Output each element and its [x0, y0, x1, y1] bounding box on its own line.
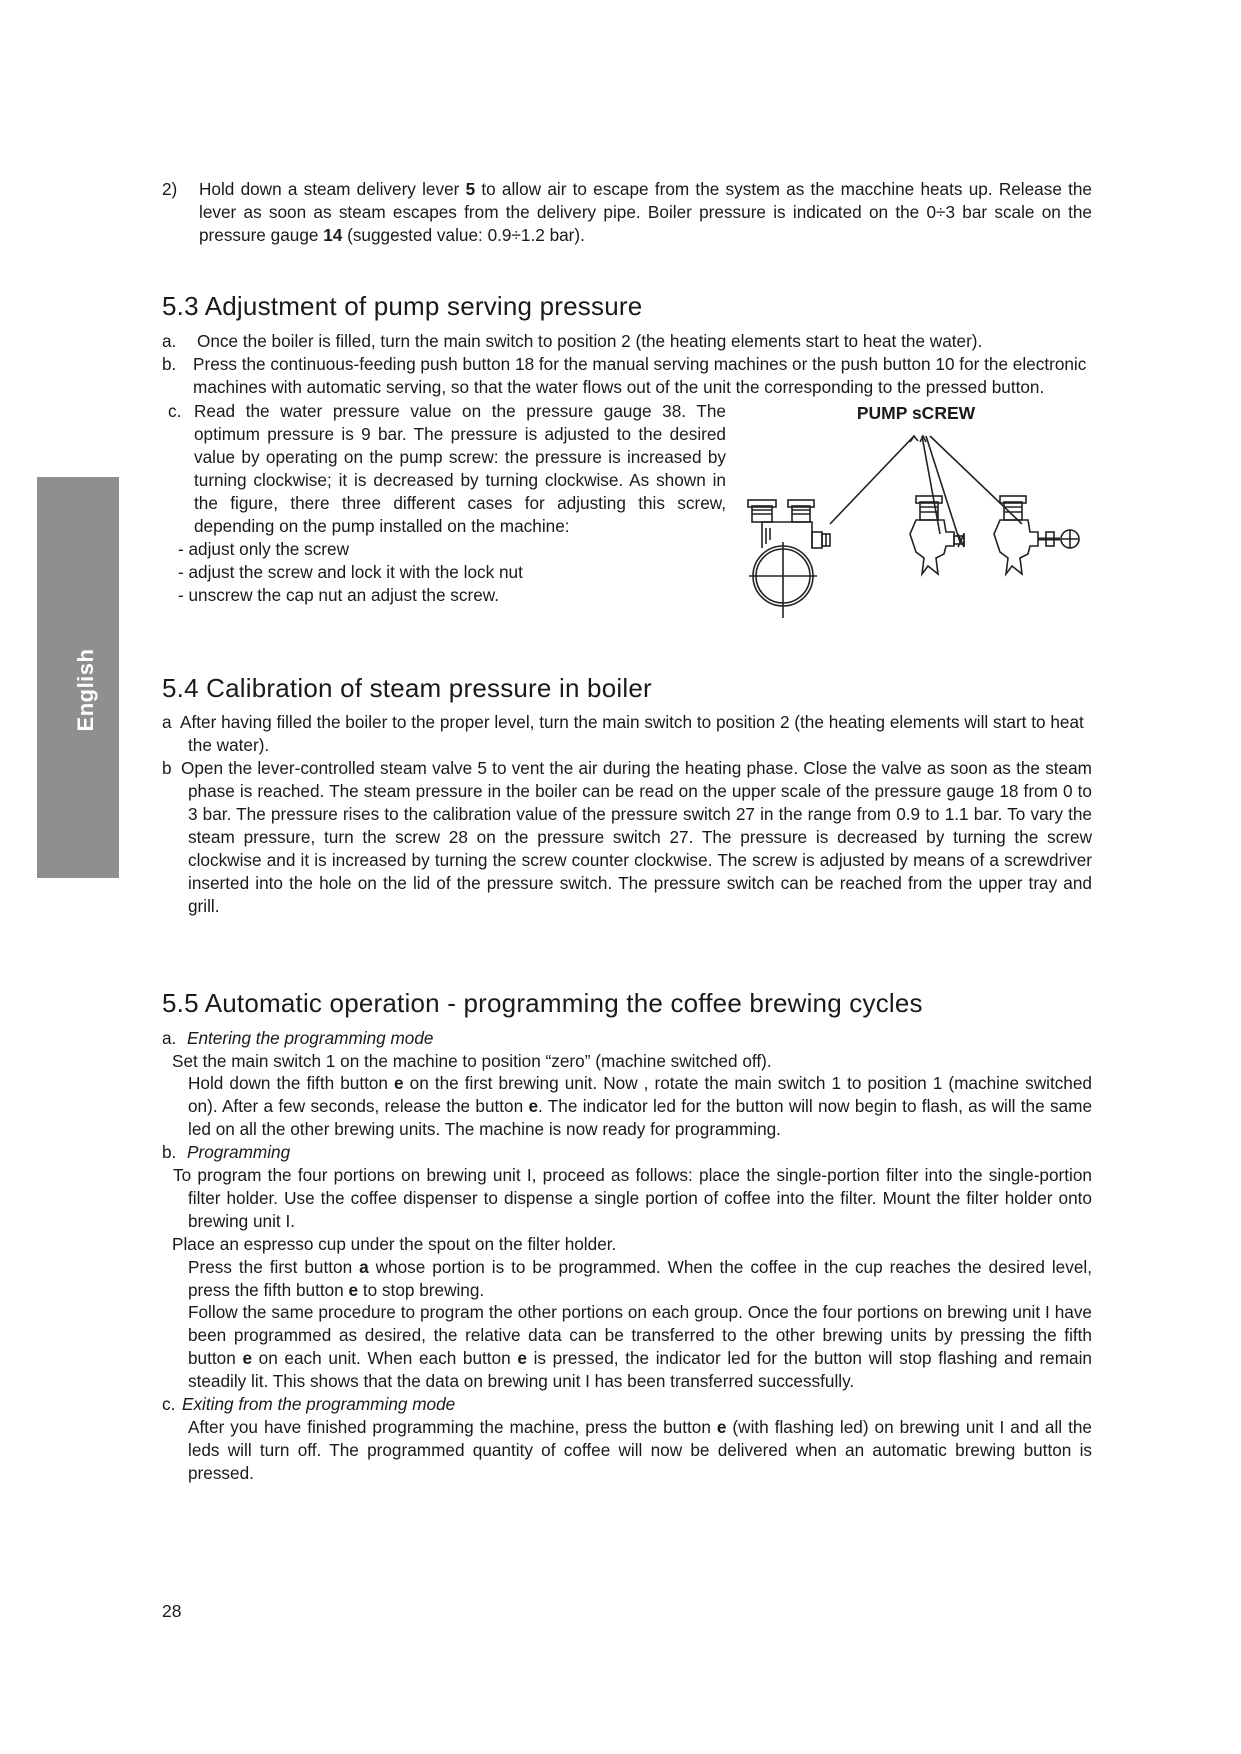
step-2-text-a: Hold down a steam delivery lever: [199, 179, 466, 199]
pump-2-icon: [910, 496, 964, 574]
pump-screw-figure: [740, 402, 1092, 622]
language-tab-label: English: [73, 648, 98, 732]
s53-item-b-text-span: Press the continuous-feeding push button 18 for the manual serving machines or the push button 10 for the electronic machines with automatic serving, so that the water flows out of the unit the corresponding to the pressed button.: [193, 353, 1087, 397]
s55-item-c-label: c.: [162, 1394, 176, 1415]
section-5-5-body: [162, 1027, 1092, 1485]
step-2-text-b: to allow air to escape from the system as the macchine heats up. Release the lever as soon as steam escapes from the delivery pipe. Boiler pressure is indicated on the 0÷3 bar scale on the pressure gauge: [199, 179, 1092, 245]
s55-item-c: [162, 1393, 1092, 1416]
s55-b-p3-2: whose portion is to be programmed. When the coffee in the cup reaches the desired level, press the fifth button: [188, 1256, 1092, 1300]
s53-item-c-label: c.: [168, 401, 182, 422]
step-2-label: 2): [162, 179, 178, 199]
s55-b-paragraph-3: [162, 1256, 1092, 1302]
step-2-text: [162, 178, 1092, 247]
button-e-ref: e: [348, 1279, 359, 1300]
s55-c-p1-1: After you have finished programming the machine, press the button: [188, 1417, 717, 1437]
s53-item-c-row: [162, 400, 1092, 626]
button-e-ref: e: [528, 1096, 539, 1117]
s55-a-p2-3: . The indicator led for the button will now begin to flash, as will the same led on all the other brewing units. The machine is now ready for programming.: [188, 1096, 1092, 1140]
s53-item-a: [162, 330, 1092, 353]
s55-b-p4-1: Follow the same procedure to program the other portions on each group. Once the four portions on brewing unit I have been programmed as desired, the relative data can be transferred to the other brewing units by pressing the fifth button: [188, 1302, 1092, 1369]
s55-item-a: [162, 1027, 1092, 1050]
s53-item-c-block: [168, 400, 726, 537]
lever-number: 5: [465, 179, 476, 199]
gauge-number: 14: [323, 224, 343, 245]
case-2-text: - adjust the screw and lock it with the lock nut: [178, 561, 523, 582]
s55-item-a-title: Entering the programming mode: [187, 1027, 434, 1048]
pump-screw-diagram: [740, 424, 1092, 624]
s54-item-a-label: a: [162, 712, 172, 733]
s55-item-c-title: Exiting from the programming mode: [182, 1394, 456, 1415]
s55-item-b: [162, 1141, 1092, 1164]
s55-c-p1-2: (with flashing led) on brewing unit I and all the leds will turn off. The programmed quantity of coffee will now be delivered when an automatic brewing button is pressed.: [188, 1417, 1092, 1483]
s55-a-p2-1: Hold down the fifth button: [188, 1073, 395, 1094]
s55-a-paragraph-2: [162, 1072, 1092, 1141]
s53-item-b: [162, 353, 1092, 399]
section-5-4-heading: 5.4 Calibration of steam pressure in boiler: [162, 673, 652, 704]
case-3-text: - unscrew the cap nut an adjust the screw.: [178, 584, 500, 605]
s53-item-a-text: Once the boiler is filled, turn the main switch to position 2 (the heating elements start to heat the water).: [197, 330, 983, 351]
page-number: 28: [162, 1601, 182, 1621]
s54-item-a: [162, 711, 1092, 757]
s55-item-b-label: b.: [162, 1142, 177, 1163]
pointer-lines: [830, 436, 1022, 542]
section-5-3-body: [162, 330, 1092, 627]
s54-item-b-label: b: [162, 758, 172, 779]
section-5-3-heading: 5.3 Adjustment of pump serving pressure: [162, 290, 643, 321]
s55-a-paragraph-1: Set the main switch 1 on the machine to position “zero” (machine switched off).: [172, 1050, 772, 1071]
s55-item-b-title: Programming: [187, 1142, 291, 1163]
s53-item-a-label: a.: [162, 330, 177, 351]
button-e-ref: e: [394, 1073, 404, 1094]
s54-item-a-text: After having filled the boiler to the proper level, turn the main switch to position 2 (the heating elements will start to heat the water).: [180, 712, 1084, 756]
s55-c-paragraph-1: [162, 1416, 1092, 1485]
section-5-5-heading: 5.5 Automatic operation - programming the coffee brewing cycles: [162, 987, 923, 1018]
step-2-text-c: (suggested value: 0.9÷1.2 bar).: [342, 224, 585, 245]
s55-b-p4-3: is pressed, the indicator led for the button will stop flashing and remain steadily lit. This shows that the data on brewing unit I has been transferred successfully.: [188, 1348, 1092, 1392]
s55-b-p4-2: on each unit. When each button: [252, 1348, 518, 1369]
pump-1-icon: [748, 500, 830, 618]
case-1-text: - adjust only the screw: [178, 538, 349, 559]
button-a-ref: a: [359, 1256, 369, 1277]
s55-b-paragraph-4: [162, 1301, 1092, 1393]
s53-item-c-text: Read the water pressure value on the pressure gauge 38. The optimum pressure is 9 bar. The pressure is adjusted to the desired value by operating on the pump screw: the pressure is increased by turning clockwise; it is decreased by turning clockwise. As shown in the figure, there three different cases for adjusting this screw, depending on the pump installed on the machine:: [194, 401, 726, 536]
s55-b-paragraph-2: Place an espresso cup under the spout on the filter holder.: [172, 1233, 617, 1254]
s55-a-p2-2: on the first brewing unit. Now , rotate the main switch 1 to position 1 (machine switched on). After a few seconds, release the button: [188, 1073, 1092, 1117]
s54-item-b-text: Open the lever-controlled steam valve 5 to vent the air during the heating phase. Close the valve as soon as the steam phase is reached. The steam pressure in the boiler can be read on the upper scale of the pressure gauge 18 from 0 to 3 bar. The pressure rises to the calibration value of the pressure switch 27 in the range from 0.9 to 1.1 bar. To vary the steam pressure, turn the screw 28 on the pressure switch 27. The pressure is decreased by turning the screw clockwise and it is increased by turning the screw counter clockwise. The screw is adjusted by means of a screwdriver inserted into the hole on the lid of the pressure switch. The pressure switch can be reached from the upper tray and grill.: [181, 758, 1092, 916]
button-e-ref: e: [517, 1348, 527, 1369]
s55-item-a-label: a.: [162, 1027, 177, 1048]
s53-item-b-text: [162, 353, 1092, 399]
button-e-ref: e: [716, 1417, 727, 1437]
button-e-ref: e: [242, 1348, 252, 1369]
s53-item-b-label: b.: [162, 353, 177, 374]
s55-b-p3-3: to stop brewing.: [358, 1279, 485, 1300]
s55-b-p3-1: Press the first button: [188, 1256, 360, 1277]
step-2: [162, 178, 1092, 247]
s53-item-c: [168, 400, 726, 606]
page-content: [162, 178, 1092, 1485]
figure-title: PUMP sCREW: [856, 403, 976, 424]
s54-item-b: [162, 757, 1092, 917]
s55-b-paragraph-1: To program the four portions on brewing unit I, proceed as follows: place the single-portion filter into the single-portion filter holder. Use the coffee dispenser to dispense a single portion of coffee into the filter. Mount the filter holder onto brewing unit I.: [173, 1165, 1092, 1231]
pump-3-icon: [994, 496, 1079, 574]
section-5-4-body: [162, 711, 1092, 917]
